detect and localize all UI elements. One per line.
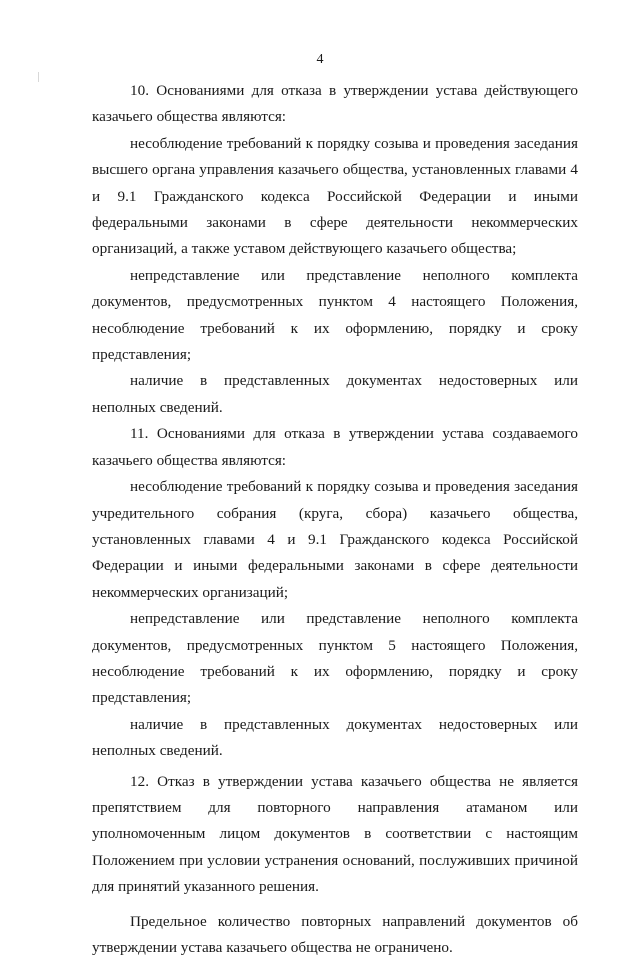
- scan-artifact: [38, 72, 39, 82]
- document-body: [92, 78, 578, 961]
- paragraph-10-item-2: непредставление или представление неполного комплекта документов, предусмотренных пунктом 4 настоящего Положения, несоблюдение требований к их оформлению, порядку и сроку представления;: [92, 266, 578, 364]
- paragraph-12-limit: Предельное количество повторных направлений документов об утверждении устава казачьего общества не ограничено.: [92, 912, 578, 956]
- paragraph-12: 12. Отказ в утверждении устава казачьего общества не является препятствием для повторного направления атаманом или уполномоченным лицом документов в соответствии с настоящим Положением при условии устранения оснований, послуживших причиной для принятий указанного решения.: [92, 772, 578, 896]
- paragraph-11-item-1: несоблюдение требований к порядку созыва и проведения заседания учредительного собрания (круга, сбора) казачьего общества, установленных главами 4 и 9.1 Гражданского кодекса Российской Федерации и иными федеральными законами в сфере деятельности некоммерческих организаций;: [92, 478, 578, 601]
- paragraph-11-item-3: наличие в представленных документах недостоверных или неполных сведений.: [92, 715, 578, 760]
- paragraph-10-item-3: наличие в представленных документах недостоверных или неполных сведений.: [92, 372, 578, 416]
- page-number: 4: [316, 52, 324, 67]
- paragraph-11-item-2: непредставление или представление неполного комплекта документов, предусмотренных пунктом 5 настоящего Положения, несоблюдение требований к их оформлению, порядку и сроку представления;: [92, 610, 578, 707]
- paragraph-11-heading: 11. Основаниями для отказа в утверждении устава создаваемого казачьего общества являются:: [92, 425, 578, 469]
- paragraph-10-item-1: несоблюдение требований к порядку созыва и проведения заседания высшего органа управления казачьего общества, установленных главами 4 и 9.1 Гражданского кодекса Российской Федерации и иными федеральными законами в сфере деятельности некоммерческих организаций, а также уставом действующего казачьего общества;: [92, 134, 578, 258]
- paragraph-10-heading: 10. Основаниями для отказа в утверждении устава действующего казачьего общества являются:: [92, 82, 578, 126]
